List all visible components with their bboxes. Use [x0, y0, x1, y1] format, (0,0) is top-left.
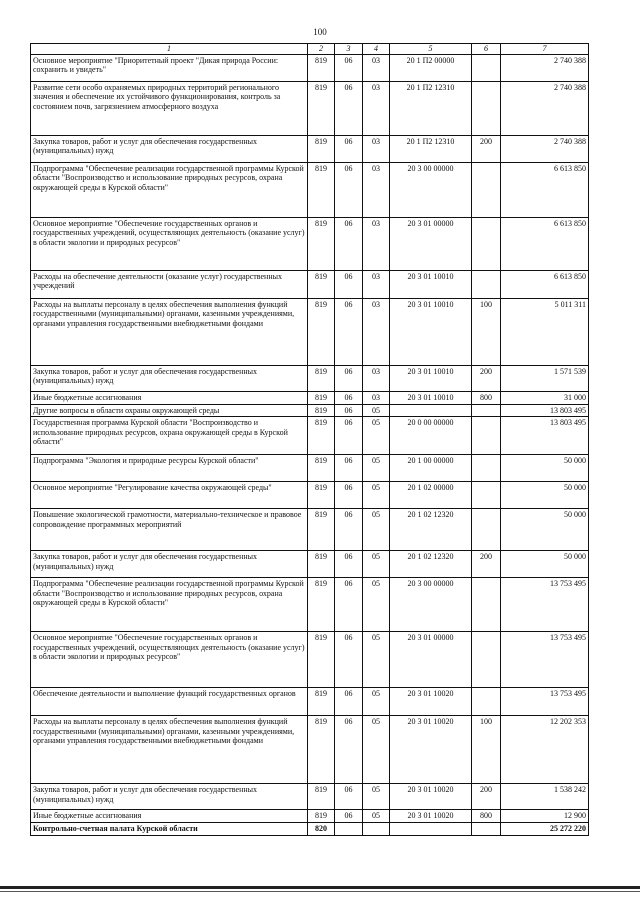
- row-subsection-code: 05: [363, 509, 390, 551]
- row-section-code: 06: [335, 509, 363, 551]
- row-name-cell: Расходы на выплаты персоналу в целях обеспечения выполнения функций государственными (муниципальными) органами, казенными учреждениями, органами управления государственными внебюджетными фондами: [31, 716, 308, 784]
- row-section-code: 06: [335, 270, 363, 298]
- row-ministry-code: 819: [308, 632, 335, 688]
- row-amount: 13 753 495: [501, 578, 589, 632]
- row-expense-type: [472, 270, 501, 298]
- row-subsection-code: 03: [363, 391, 390, 404]
- row-ministry-code: 819: [308, 162, 335, 217]
- row-name-cell: Закупка товаров, работ и услуг для обеспечения государственных (муниципальных) нужд: [31, 365, 308, 391]
- table-row: [31, 81, 589, 135]
- row-ministry-code: 819: [308, 217, 335, 270]
- row-amount: 6 613 850: [501, 270, 589, 298]
- header-cell-2: 2: [308, 44, 335, 55]
- row-ministry-code: 819: [308, 551, 335, 578]
- row-subsection-code: 05: [363, 810, 390, 823]
- row-expense-type: [472, 632, 501, 688]
- row-target-code: 20 1 П2 12310: [390, 135, 472, 162]
- row-name-cell: Основное мероприятие "Обеспечение государственных органов и государственных учреждений, осуществляющих деятельность (оказание услуг) в области экологии и природных ресурсов": [31, 217, 308, 270]
- row-section-code: [335, 823, 363, 836]
- table-row: [31, 270, 589, 298]
- row-target-code: 20 1 02 12320: [390, 551, 472, 578]
- row-name-cell: Иные бюджетные ассигнования: [31, 391, 308, 404]
- row-section-code: 06: [335, 482, 363, 509]
- row-target-code: 20 3 01 10010: [390, 270, 472, 298]
- row-expense-type: [472, 578, 501, 632]
- row-section-code: 06: [335, 135, 363, 162]
- table-row: [31, 162, 589, 217]
- row-ministry-code: 819: [308, 417, 335, 455]
- row-ministry-code: 820: [308, 823, 335, 836]
- row-amount: 50 000: [501, 509, 589, 551]
- row-expense-type: 200: [472, 135, 501, 162]
- row-target-code: 20 1 02 00000: [390, 482, 472, 509]
- row-amount: 2 740 388: [501, 54, 589, 81]
- row-amount: 6 613 850: [501, 217, 589, 270]
- row-section-code: 06: [335, 54, 363, 81]
- table-row: [31, 298, 589, 365]
- row-amount: 12 900: [501, 810, 589, 823]
- row-ministry-code: 819: [308, 455, 335, 482]
- row-name-cell: Подпрограмма "Обеспечение реализации государственной программы Курской области "Воспроизводство и использование природных ресурсов, охрана окружающей среды в Курской области": [31, 162, 308, 217]
- row-expense-type: 100: [472, 298, 501, 365]
- row-target-code: 20 1 П2 00000: [390, 54, 472, 81]
- row-name-cell: Основное мероприятие "Приоритетный проект "Дикая природа России: сохранить и увидеть": [31, 54, 308, 81]
- row-name-cell: Контрольно-счетная палата Курской области: [31, 823, 308, 836]
- row-name-cell: Основное мероприятие "Регулирование качества окружающей среды": [31, 482, 308, 509]
- row-ministry-code: 819: [308, 688, 335, 716]
- row-amount: 50 000: [501, 551, 589, 578]
- row-name-cell: Развитие сети особо охраняемых природных территорий регионального значения и обеспечение их устойчивого функционирования, контроль за состоянием почв, загрязнением атмосферного воздуха: [31, 81, 308, 135]
- row-section-code: 06: [335, 365, 363, 391]
- row-name-cell: Обеспечение деятельности и выполнение функций государственных органов: [31, 688, 308, 716]
- row-name-cell: Подпрограмма "Обеспечение реализации государственной программы Курской области "Воспроизводство и использование природных ресурсов, охрана окружающей среды в Курской области": [31, 578, 308, 632]
- row-subsection-code: 05: [363, 482, 390, 509]
- row-ministry-code: 819: [308, 54, 335, 81]
- row-name-cell: Закупка товаров, работ и услуг для обеспечения государственных (муниципальных) нужд: [31, 135, 308, 162]
- row-expense-type: [472, 509, 501, 551]
- row-ministry-code: 819: [308, 270, 335, 298]
- row-section-code: 06: [335, 217, 363, 270]
- row-expense-type: [472, 54, 501, 81]
- row-expense-type: 100: [472, 716, 501, 784]
- row-subsection-code: 03: [363, 365, 390, 391]
- row-target-code: 20 3 01 00000: [390, 632, 472, 688]
- row-amount: 1 571 539: [501, 365, 589, 391]
- table-row: [31, 551, 589, 578]
- row-subsection-code: 05: [363, 404, 390, 417]
- row-section-code: 06: [335, 784, 363, 810]
- row-name-cell: Подпрограмма "Экология и природные ресурсы Курской области": [31, 455, 308, 482]
- row-ministry-code: 819: [308, 135, 335, 162]
- row-ministry-code: 819: [308, 810, 335, 823]
- row-target-code: 20 1 02 12320: [390, 509, 472, 551]
- row-section-code: 06: [335, 391, 363, 404]
- table-row: [31, 578, 589, 632]
- row-target-code: 20 3 01 10020: [390, 784, 472, 810]
- row-section-code: 06: [335, 688, 363, 716]
- row-expense-type: [472, 81, 501, 135]
- table-row: [31, 509, 589, 551]
- row-amount: 6 613 850: [501, 162, 589, 217]
- row-name-cell: Повышение экологической грамотности, материально-техническое и правовое сопровождение программных мероприятий: [31, 509, 308, 551]
- table-row: [31, 784, 589, 810]
- row-expense-type: [472, 823, 501, 836]
- row-target-code: 20 3 01 10020: [390, 810, 472, 823]
- table-row: [31, 135, 589, 162]
- row-name-cell: Расходы на выплаты персоналу в целях обеспечения выполнения функций государственными (муниципальными) органами, казенными учреждениями, органами управления государственными внебюджетными фондами: [31, 298, 308, 365]
- row-name-cell: Закупка товаров, работ и услуг для обеспечения государственных (муниципальных) нужд: [31, 551, 308, 578]
- row-expense-type: 200: [472, 551, 501, 578]
- row-subsection-code: 05: [363, 632, 390, 688]
- row-ministry-code: 819: [308, 391, 335, 404]
- table-row: [31, 391, 589, 404]
- row-subsection-code: 05: [363, 417, 390, 455]
- row-section-code: 06: [335, 810, 363, 823]
- row-subsection-code: 03: [363, 270, 390, 298]
- row-subsection-code: 03: [363, 217, 390, 270]
- row-expense-type: [472, 417, 501, 455]
- row-section-code: 06: [335, 578, 363, 632]
- header-cell-6: 6: [472, 44, 501, 55]
- row-target-code: [390, 823, 472, 836]
- row-amount: 2 740 388: [501, 135, 589, 162]
- row-amount: 2 740 388: [501, 81, 589, 135]
- row-ministry-code: 819: [308, 482, 335, 509]
- row-amount: 5 011 311: [501, 298, 589, 365]
- row-name-cell: Другие вопросы в области охраны окружающей среды: [31, 404, 308, 417]
- scan-bottom-border: [0, 886, 640, 889]
- row-name-cell: Иные бюджетные ассигнования: [31, 810, 308, 823]
- row-ministry-code: 819: [308, 578, 335, 632]
- row-subsection-code: 05: [363, 688, 390, 716]
- header-row: [31, 44, 589, 55]
- row-ministry-code: 819: [308, 784, 335, 810]
- table-row: [31, 404, 589, 417]
- row-subsection-code: 03: [363, 81, 390, 135]
- row-target-code: 20 3 01 10020: [390, 716, 472, 784]
- row-subsection-code: 05: [363, 578, 390, 632]
- budget-table: [30, 43, 589, 836]
- row-target-code: 20 3 01 00000: [390, 217, 472, 270]
- row-subsection-code: 03: [363, 298, 390, 365]
- row-target-code: [390, 404, 472, 417]
- table-row: [31, 823, 589, 836]
- row-section-code: 06: [335, 551, 363, 578]
- table-row: [31, 54, 589, 81]
- row-subsection-code: 05: [363, 716, 390, 784]
- row-amount: 13 753 495: [501, 688, 589, 716]
- row-amount: 13 803 495: [501, 417, 589, 455]
- row-amount: 25 272 220: [501, 823, 589, 836]
- row-section-code: 06: [335, 716, 363, 784]
- row-expense-type: [472, 455, 501, 482]
- row-expense-type: [472, 688, 501, 716]
- table-row: [31, 810, 589, 823]
- row-section-code: 06: [335, 455, 363, 482]
- row-amount: 13 803 495: [501, 404, 589, 417]
- row-expense-type: [472, 162, 501, 217]
- row-ministry-code: 819: [308, 716, 335, 784]
- row-name-cell: Закупка товаров, работ и услуг для обеспечения государственных (муниципальных) нужд: [31, 784, 308, 810]
- table-row: [31, 217, 589, 270]
- row-name-cell: Государственная программа Курской области "Воспроизводство и использование природных ресурсов, охрана окружающей среды в Курской области": [31, 417, 308, 455]
- table-row: [31, 688, 589, 716]
- row-name-cell: Основное мероприятие "Обеспечение государственных органов и государственных учреждений, осуществляющих деятельность (оказание услуг) в области экологии и природных ресурсов": [31, 632, 308, 688]
- header-cell-5: 5: [390, 44, 472, 55]
- row-amount: 50 000: [501, 482, 589, 509]
- row-expense-type: 800: [472, 391, 501, 404]
- row-target-code: 20 3 01 10010: [390, 298, 472, 365]
- row-expense-type: 200: [472, 784, 501, 810]
- row-name-cell: Расходы на обеспечение деятельности (оказание услуг) государственных учреждений: [31, 270, 308, 298]
- header-cell-4: 4: [363, 44, 390, 55]
- row-expense-type: [472, 217, 501, 270]
- row-amount: 12 202 353: [501, 716, 589, 784]
- header-cell-3: 3: [335, 44, 363, 55]
- row-section-code: 06: [335, 404, 363, 417]
- row-expense-type: 200: [472, 365, 501, 391]
- header-cell-7: 7: [501, 44, 589, 55]
- row-ministry-code: 819: [308, 509, 335, 551]
- table-row: [31, 455, 589, 482]
- row-section-code: 06: [335, 81, 363, 135]
- row-amount: 13 753 495: [501, 632, 589, 688]
- row-subsection-code: 03: [363, 54, 390, 81]
- row-expense-type: 800: [472, 810, 501, 823]
- row-target-code: 20 1 П2 12310: [390, 81, 472, 135]
- row-subsection-code: 05: [363, 551, 390, 578]
- row-subsection-code: [363, 823, 390, 836]
- row-ministry-code: 819: [308, 298, 335, 365]
- row-target-code: 20 3 01 10010: [390, 365, 472, 391]
- row-target-code: 20 3 01 10010: [390, 391, 472, 404]
- row-target-code: 20 0 00 00000: [390, 417, 472, 455]
- row-section-code: 06: [335, 632, 363, 688]
- row-target-code: 20 3 00 00000: [390, 578, 472, 632]
- row-target-code: 20 1 00 00000: [390, 455, 472, 482]
- row-expense-type: [472, 404, 501, 417]
- row-amount: 50 000: [501, 455, 589, 482]
- row-target-code: 20 3 01 10020: [390, 688, 472, 716]
- row-expense-type: [472, 482, 501, 509]
- scan-bottom-line: [0, 891, 640, 892]
- row-target-code: 20 3 00 00000: [390, 162, 472, 217]
- row-section-code: 06: [335, 417, 363, 455]
- table-row: [31, 632, 589, 688]
- row-amount: 31 000: [501, 391, 589, 404]
- row-ministry-code: 819: [308, 404, 335, 417]
- row-subsection-code: 03: [363, 135, 390, 162]
- page-number: 100: [313, 27, 327, 37]
- table-row: [31, 482, 589, 509]
- row-subsection-code: 05: [363, 784, 390, 810]
- row-subsection-code: 03: [363, 162, 390, 217]
- row-ministry-code: 819: [308, 81, 335, 135]
- header-cell-1: 1: [31, 44, 308, 55]
- table-row: [31, 365, 589, 391]
- table-row: [31, 716, 589, 784]
- row-subsection-code: 05: [363, 455, 390, 482]
- row-ministry-code: 819: [308, 365, 335, 391]
- row-amount: 1 538 242: [501, 784, 589, 810]
- table-row: [31, 417, 589, 455]
- row-section-code: 06: [335, 162, 363, 217]
- row-section-code: 06: [335, 298, 363, 365]
